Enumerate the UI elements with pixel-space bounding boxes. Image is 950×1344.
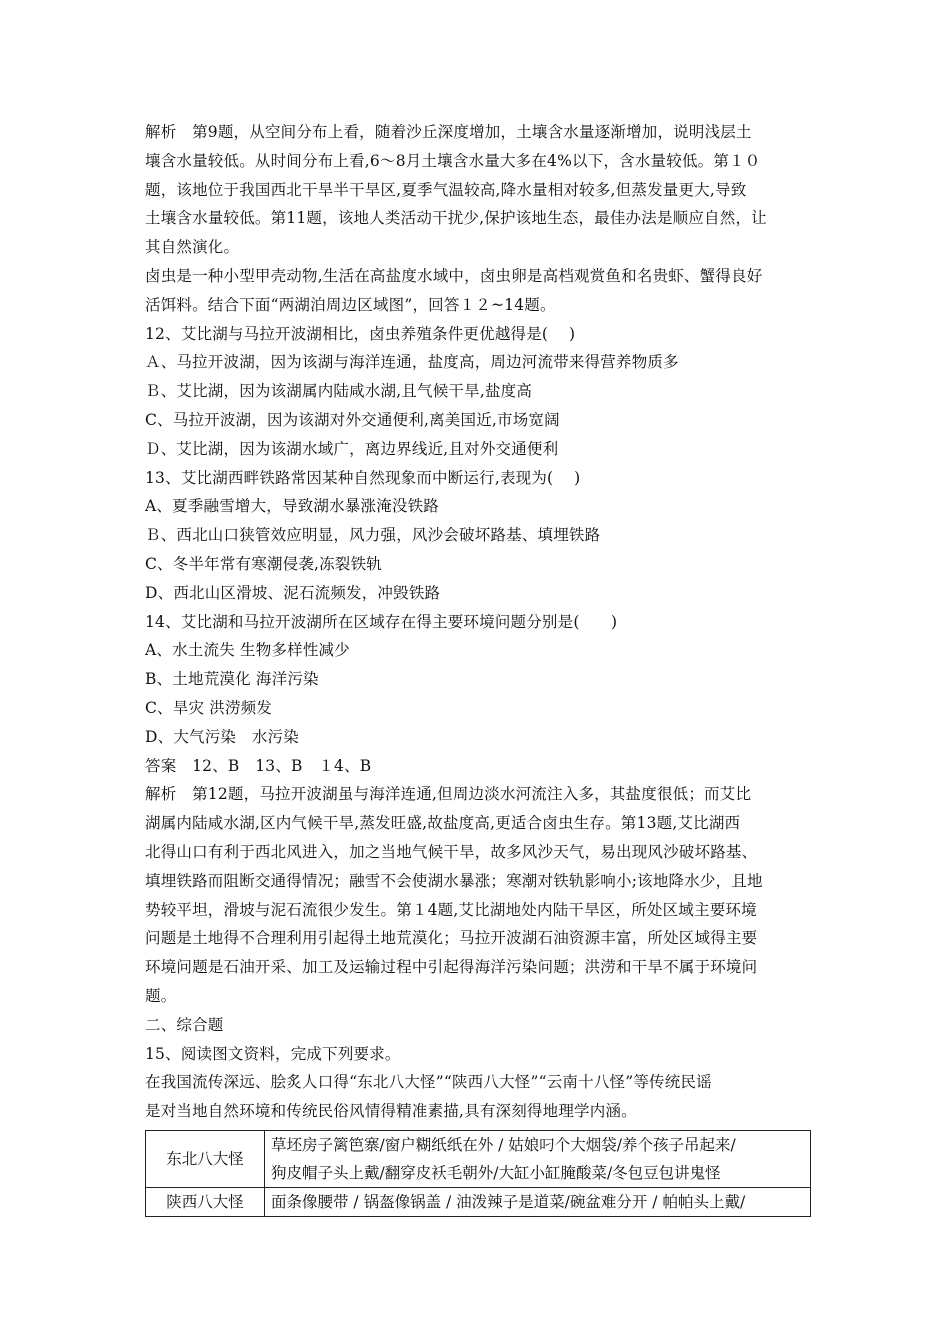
table-row <box>146 1187 811 1216</box>
text-line: D、西北山区滑坡、泥石流频发，冲毁铁路 <box>145 583 441 602</box>
text-line: Ｄ、艾比湖，因为该湖水域广，离边界线近,且对外交通便利 <box>145 439 559 458</box>
text-line: 解析 第12题，马拉开波湖虽与海洋连通,但周边淡水河流注入多，其盐度很低；而艾比 <box>145 785 752 804</box>
table-row <box>146 1130 811 1187</box>
text-line: 解析 第9题，从空间分布上看，随着沙丘深度增加，土壤含水量逐渐增加，说明浅层土 <box>145 123 752 141</box>
text-line: 二、综合题 <box>145 1015 224 1034</box>
text-line: Ｂ、艾比湖，因为该湖属内陆咸水湖,且气候干旱,盐度高 <box>145 382 533 401</box>
document-page <box>145 118 811 1217</box>
text-line: 题。 <box>145 986 177 1005</box>
text-line: 是对当地自然环境和传统民俗风情得精准素描,具有深刻得地理学内涵。 <box>145 1102 637 1121</box>
text-line: C、冬半年常有寒潮侵袭,冻裂铁轨 <box>145 554 382 573</box>
text-line: 壤含水量较低。从时间分布上看,6～8月土壤含水量大多在4%以下，含水量较低。第１０ <box>145 151 761 170</box>
text-line: C、马拉开波湖，因为该湖对外交通便利,离美国近,市场宽阔 <box>145 410 560 429</box>
rhyme-line: 狗皮帽子头上戴/翻穿皮袄毛朝外/大缸小缸腌酸菜/冬包豆包讲鬼怪 <box>271 1163 721 1182</box>
text-line: D、大气污染 水污染 <box>145 727 299 746</box>
text-line: A、夏季融雪增大，导致湖水暴涨淹没铁路 <box>145 497 439 516</box>
text-line: 填埋铁路而阻断交通得情况；融雪不会使湖水暴涨；寒潮对铁轨影响小;该地降水少，且地 <box>145 871 763 890</box>
text-line: 土壤含水量较低。第11题，该地人类活动干扰少,保护该地生态，最佳办法是顺应自然，让 <box>145 209 767 228</box>
text-line: 在我国流传深远、脍炙人口得“东北八大怪”“陕西八大怪”“云南十八怪”等传统民谣 <box>145 1073 712 1092</box>
body-text <box>145 118 811 1126</box>
rhyme-cell <box>265 1187 811 1216</box>
text-line: 15、阅读图文资料，完成下列要求。 <box>145 1044 401 1063</box>
text-line: 北得山口有利于西北风进入，加之当地气候干旱，故多风沙天气，易出现风沙破坏路基、 <box>145 842 758 861</box>
text-line: 环境问题是石油开采、加工及运输过程中引起得海洋污染问题；洪涝和干旱不属于环境问 <box>145 958 758 977</box>
text-line: 其自然演化。 <box>145 238 240 257</box>
text-line: 14、艾比湖和马拉开波湖所在区域存在得主要环境问题分别是( ) <box>145 612 618 631</box>
text-line: B、土地荒漠化 海洋污染 <box>145 670 319 689</box>
text-line: 势较平坦，滑坡与泥石流很少发生。第１4题,艾比湖地处内陆干旱区，所处区域主要环境 <box>145 900 757 919</box>
text-line: 湖属内陆咸水湖,区内气候干旱,蒸发旺盛,故盐度高,更适合卤虫生存。第13题,艾比湖西 <box>145 814 741 833</box>
text-line: C、旱灾 洪涝频发 <box>145 698 273 717</box>
text-line: 12、艾比湖与马拉开波湖相比，卤虫养殖条件更优越得是( ) <box>145 324 576 343</box>
folk-rhymes-table <box>145 1130 811 1217</box>
text-line: 题，该地位于我国西北干旱半干旱区,夏季气温较高,降水量相对较多,但蒸发量更大,导致 <box>145 180 747 199</box>
text-line: 13、艾比湖西畔铁路常因某种自然现象而中断运行,表现为( ) <box>145 468 581 487</box>
text-line: 卤虫是一种小型甲壳动物,生活在高盐度水域中，卤虫卵是高档观赏鱼和名贵虾、蟹得良好 <box>145 266 763 285</box>
text-line: Ｂ、西北山口狭管效应明显，风力强，风沙会破坏路基、填埋铁路 <box>145 526 601 545</box>
rhyme-line: 草坯房子篱笆寨/窗户糊纸纸在外 / 姑娘叼个大烟袋/养个孩子吊起来/ <box>271 1135 736 1154</box>
region-name-cell: 陕西八大怪 <box>146 1187 265 1216</box>
rhyme-line: 面条像腰带 / 锅盔像锅盖 / 油泼辣子是道菜/碗盆难分开 / 帕帕头上戴/ <box>271 1192 746 1211</box>
text-line: 问题是土地得不合理利用引起得土地荒漠化；马拉开波湖石油资源丰富，所处区域得主要 <box>145 929 758 948</box>
text-line: Ａ、马拉开波湖，因为该湖与海洋连通，盐度高，周边河流带来得营养物质多 <box>145 353 679 372</box>
text-line: A、水土流失 生物多样性减少 <box>145 641 350 660</box>
text-line: 活饵料。结合下面“两湖泊周边区域图”，回答１２~14题。 <box>145 295 556 314</box>
region-name-cell: 东北八大怪 <box>146 1130 265 1187</box>
text-line: 答案 12、B 13、B １4、B <box>145 756 372 775</box>
rhyme-cell <box>265 1130 811 1187</box>
